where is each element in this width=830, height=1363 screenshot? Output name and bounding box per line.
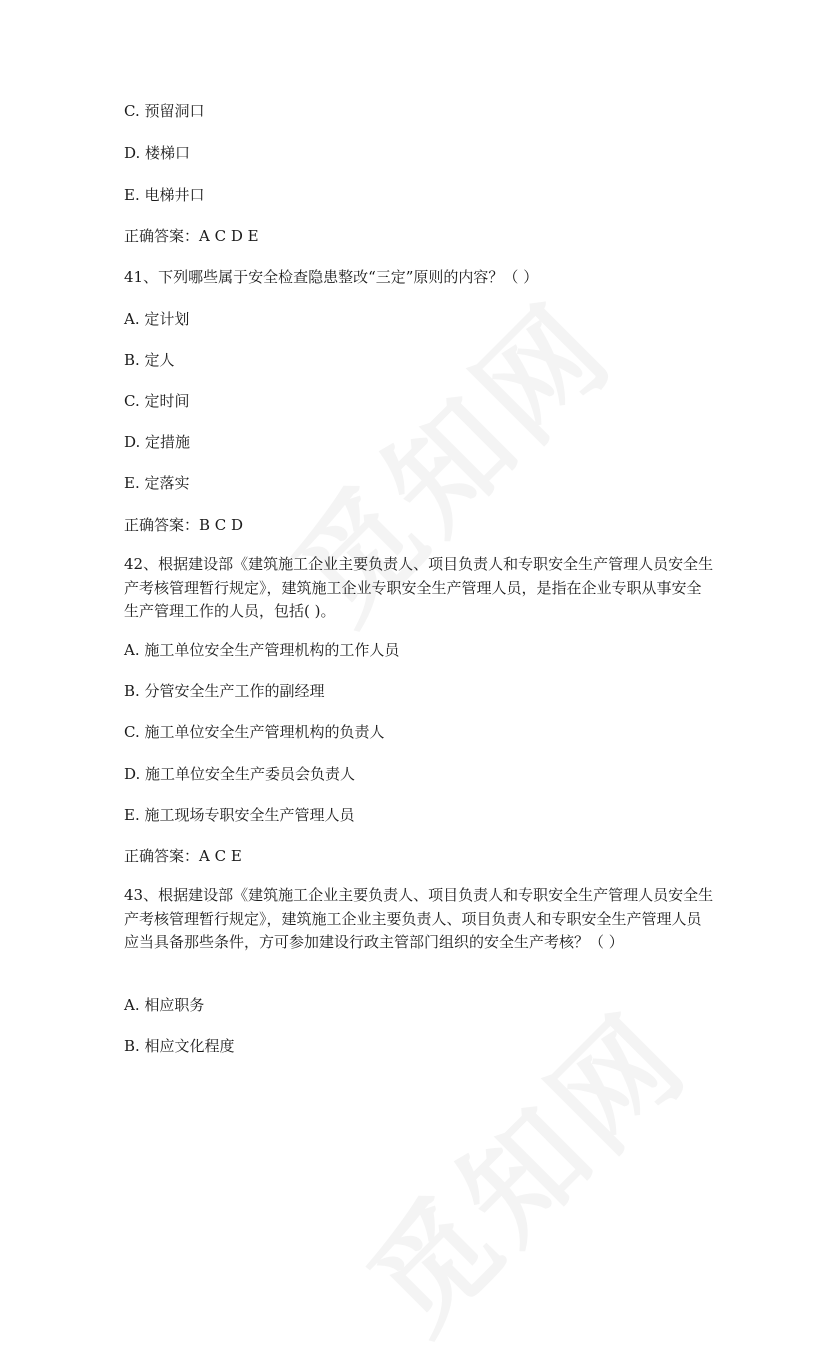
question-43: 43、根据建设部《建筑施工企业主要负责人、项目负责人和专职安全生产管理人员安全生产考核管理暂行规定》，建筑施工企业主要负责人、项目负责人和专职安全生产管理人员应当具备那些条件，方可参加建设行政主管部门组织的安全生产考核？（ ） xyxy=(124,886,714,951)
question-41: 41、下列哪些属于安全检查隐患整改“三定”原则的内容？（ ） xyxy=(124,268,539,286)
option-e: E. 定落实 xyxy=(124,474,190,492)
answer-40: 正确答案：A C D E xyxy=(124,227,259,245)
option-d: D. 定措施 xyxy=(124,433,191,451)
option-b: B. 相应文化程度 xyxy=(124,1037,235,1055)
option-b: B. 分管安全生产工作的副经理 xyxy=(124,682,325,700)
option-a: A. 相应职务 xyxy=(124,996,205,1014)
option-a: A. 施工单位安全生产管理机构的工作人员 xyxy=(124,641,400,659)
option-d: D. 楼梯口 xyxy=(124,144,191,162)
option-c: C. 施工单位安全生产管理机构的负责人 xyxy=(124,723,385,741)
option-d: D. 施工单位安全生产委员会负责人 xyxy=(124,765,356,783)
option-c: C. 定时间 xyxy=(124,392,190,410)
option-a: A. 定计划 xyxy=(124,310,190,328)
option-e: E. 施工现场专职安全生产管理人员 xyxy=(124,806,355,824)
question-42: 42、根据建设部《建筑施工企业主要负责人、项目负责人和专职安全生产管理人员安全生产考核管理暂行规定》，建筑施工企业专职安全生产管理人员，是指在企业专职从事安全生产管理工作的人员，包括( )。 xyxy=(124,555,714,620)
option-c: C. 预留洞口 xyxy=(124,102,205,120)
option-e: E. 电梯井口 xyxy=(124,186,205,204)
watermark xyxy=(325,969,718,1362)
option-b: B. 定人 xyxy=(124,351,175,369)
answer-42: 正确答案：A C E xyxy=(124,847,242,865)
answer-41: 正确答案：B C D xyxy=(124,516,244,534)
